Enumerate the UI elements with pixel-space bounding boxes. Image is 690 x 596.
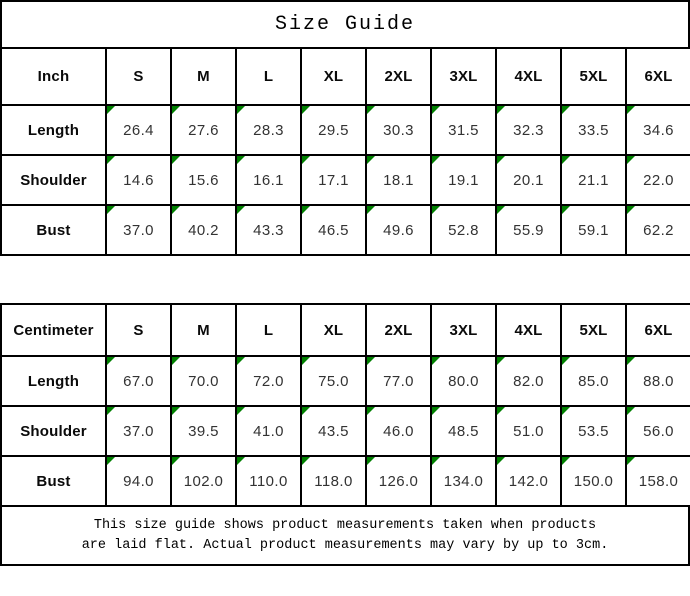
value-cell [106, 356, 171, 406]
unit-label-cell: Centimeter [1, 304, 106, 356]
size-header-cell: XL [301, 48, 366, 105]
centimeter-table [0, 303, 690, 507]
value-text: 150.0 [573, 472, 614, 490]
flag-triangle-icon [237, 106, 245, 114]
value-text: 118.0 [314, 472, 353, 490]
value-text: 53.5 [578, 422, 609, 440]
value-text: 80.0 [448, 372, 479, 390]
size-header-cell: XL [301, 304, 366, 356]
value-cell [626, 406, 690, 456]
value-cell [626, 205, 690, 255]
flag-triangle-icon [562, 206, 570, 214]
size-header-cell: 2XL [366, 48, 431, 105]
flag-triangle-icon [497, 156, 505, 164]
value-text: 31.5 [448, 121, 479, 139]
size-header-cell: L [236, 48, 301, 105]
value-cell [431, 356, 496, 406]
section-gap [0, 256, 690, 303]
value-text: 32.3 [513, 121, 544, 139]
value-text: 14.6 [123, 171, 154, 189]
measurement-row [1, 155, 690, 205]
value-text: 16.1 [253, 171, 284, 189]
flag-triangle-icon [497, 357, 505, 365]
value-cell [301, 406, 366, 456]
size-header-cell: 4XL [496, 48, 561, 105]
flag-triangle-icon [367, 457, 375, 465]
flag-triangle-icon [237, 357, 245, 365]
note-line-1: This size guide shows product measurements taken when products [93, 517, 597, 533]
size-header-row [1, 304, 690, 356]
value-text: 26.4 [123, 121, 154, 139]
value-cell [496, 406, 561, 456]
value-text: 85.0 [578, 372, 609, 390]
value-cell [366, 356, 431, 406]
flag-triangle-icon [172, 357, 180, 365]
size-header-cell: 6XL [626, 48, 690, 105]
value-text: 49.6 [383, 221, 414, 239]
flag-triangle-icon [302, 156, 310, 164]
value-text: 126.0 [378, 472, 419, 490]
value-cell [366, 406, 431, 456]
value-cell [561, 356, 626, 406]
flag-triangle-icon [172, 206, 180, 214]
row-label-cell: Bust [1, 456, 106, 506]
value-cell [496, 356, 561, 406]
flag-triangle-icon [172, 106, 180, 114]
flag-triangle-icon [627, 357, 635, 365]
value-text: 75.0 [318, 372, 349, 390]
value-cell [171, 456, 236, 506]
flag-triangle-icon [562, 357, 570, 365]
value-text: 17.1 [318, 171, 349, 189]
flag-triangle-icon [302, 206, 310, 214]
value-text: 55.9 [513, 221, 544, 239]
flag-triangle-icon [107, 407, 115, 415]
value-cell [236, 356, 301, 406]
flag-triangle-icon [172, 156, 180, 164]
value-cell [431, 205, 496, 255]
value-cell [366, 456, 431, 506]
value-cell [171, 356, 236, 406]
flag-triangle-icon [172, 407, 180, 415]
value-cell [561, 406, 626, 456]
value-cell [171, 406, 236, 456]
value-cell [106, 406, 171, 456]
size-header-cell: S [106, 304, 171, 356]
flag-triangle-icon [432, 407, 440, 415]
value-cell [236, 406, 301, 456]
value-text: 134.0 [443, 472, 484, 490]
value-cell [431, 406, 496, 456]
value-cell [301, 155, 366, 205]
value-text: 51.0 [513, 422, 544, 440]
value-cell [236, 155, 301, 205]
value-cell [171, 105, 236, 155]
flag-triangle-icon [302, 357, 310, 365]
flag-triangle-icon [497, 106, 505, 114]
flag-triangle-icon [367, 357, 375, 365]
flag-triangle-icon [107, 156, 115, 164]
value-text: 19.1 [448, 171, 479, 189]
value-cell [366, 105, 431, 155]
flag-triangle-icon [432, 206, 440, 214]
value-cell [106, 456, 171, 506]
row-label-cell: Shoulder [1, 406, 106, 456]
size-header-cell: M [171, 304, 236, 356]
flag-triangle-icon [562, 407, 570, 415]
flag-triangle-icon [562, 457, 570, 465]
value-cell [106, 105, 171, 155]
row-label-cell: Length [1, 105, 106, 155]
value-cell [171, 205, 236, 255]
value-text: 27.6 [188, 121, 219, 139]
value-text: 37.0 [123, 221, 154, 239]
value-text: 67.0 [123, 372, 154, 390]
value-text: 41.0 [253, 422, 284, 440]
value-text: 30.3 [383, 121, 414, 139]
value-text: 70.0 [188, 372, 219, 390]
value-cell [106, 155, 171, 205]
value-text: 46.5 [318, 221, 349, 239]
value-text: 15.6 [188, 171, 219, 189]
value-text: 72.0 [253, 372, 284, 390]
flag-triangle-icon [237, 156, 245, 164]
value-cell [496, 105, 561, 155]
value-text: 88.0 [643, 372, 674, 390]
flag-triangle-icon [367, 156, 375, 164]
flag-triangle-icon [627, 407, 635, 415]
value-cell [561, 155, 626, 205]
flag-triangle-icon [562, 156, 570, 164]
flag-triangle-icon [172, 457, 180, 465]
flag-triangle-icon [302, 407, 310, 415]
value-cell [366, 155, 431, 205]
value-cell [301, 456, 366, 506]
value-text: 94.0 [123, 472, 154, 490]
value-text: 102.0 [183, 472, 224, 490]
value-text: 20.1 [513, 171, 544, 189]
value-text: 37.0 [123, 422, 154, 440]
size-header-cell: 3XL [431, 304, 496, 356]
measurement-row [1, 205, 690, 255]
flag-triangle-icon [237, 206, 245, 214]
value-cell [301, 205, 366, 255]
value-text: 18.1 [383, 171, 414, 189]
size-header-cell: 3XL [431, 48, 496, 105]
value-cell [561, 105, 626, 155]
value-text: 77.0 [383, 372, 414, 390]
value-cell [431, 155, 496, 205]
flag-triangle-icon [432, 106, 440, 114]
value-cell [626, 155, 690, 205]
measurement-row [1, 105, 690, 155]
value-text: 29.5 [318, 121, 349, 139]
value-text: 62.2 [643, 221, 674, 239]
flag-triangle-icon [367, 106, 375, 114]
value-cell [236, 456, 301, 506]
flag-triangle-icon [627, 206, 635, 214]
value-cell [431, 105, 496, 155]
value-text: 21.1 [578, 171, 609, 189]
value-cell [626, 105, 690, 155]
value-cell [431, 456, 496, 506]
value-cell [366, 205, 431, 255]
value-cell [301, 105, 366, 155]
value-cell [626, 456, 690, 506]
flag-triangle-icon [497, 206, 505, 214]
value-cell [626, 356, 690, 406]
value-text: 22.0 [643, 171, 674, 189]
flag-triangle-icon [432, 357, 440, 365]
value-text: 82.0 [513, 372, 544, 390]
size-header-cell: S [106, 48, 171, 105]
value-cell [561, 456, 626, 506]
row-label-cell: Bust [1, 205, 106, 255]
value-text: 158.0 [638, 472, 679, 490]
size-header-row [1, 48, 690, 105]
measurement-row [1, 356, 690, 406]
flag-triangle-icon [107, 357, 115, 365]
flag-triangle-icon [237, 457, 245, 465]
value-text: 110.0 [249, 472, 288, 490]
flag-triangle-icon [237, 407, 245, 415]
flag-triangle-icon [627, 457, 635, 465]
value-text: 48.5 [448, 422, 479, 440]
row-label-cell: Shoulder [1, 155, 106, 205]
flag-triangle-icon [562, 106, 570, 114]
measurement-row [1, 456, 690, 506]
size-header-cell: 4XL [496, 304, 561, 356]
value-text: 40.2 [188, 221, 219, 239]
value-text: 33.5 [578, 121, 609, 139]
value-text: 43.3 [253, 221, 284, 239]
value-text: 43.5 [318, 422, 349, 440]
flag-triangle-icon [107, 206, 115, 214]
value-text: 52.8 [448, 221, 479, 239]
value-cell [496, 205, 561, 255]
flag-triangle-icon [627, 156, 635, 164]
size-header-cell: 6XL [626, 304, 690, 356]
value-cell [561, 205, 626, 255]
value-text: 46.0 [383, 422, 414, 440]
measurement-row [1, 406, 690, 456]
flag-triangle-icon [627, 106, 635, 114]
value-text: 142.0 [508, 472, 549, 490]
size-header-cell: 2XL [366, 304, 431, 356]
flag-triangle-icon [107, 457, 115, 465]
inch-table [0, 47, 690, 256]
value-cell [171, 155, 236, 205]
value-cell [496, 456, 561, 506]
flag-triangle-icon [367, 407, 375, 415]
flag-triangle-icon [302, 106, 310, 114]
flag-triangle-icon [107, 106, 115, 114]
row-label-cell: Length [1, 356, 106, 406]
value-text: 59.1 [578, 221, 609, 239]
unit-label-cell: Inch [1, 48, 106, 105]
value-text: 34.6 [643, 121, 674, 139]
size-header-cell: L [236, 304, 301, 356]
size-header-cell: 5XL [561, 48, 626, 105]
flag-triangle-icon [432, 457, 440, 465]
flag-triangle-icon [497, 407, 505, 415]
value-cell [236, 105, 301, 155]
flag-triangle-icon [302, 457, 310, 465]
value-text: 56.0 [643, 422, 674, 440]
flag-triangle-icon [497, 457, 505, 465]
value-text: 39.5 [188, 422, 219, 440]
value-cell [301, 356, 366, 406]
value-cell [496, 155, 561, 205]
flag-triangle-icon [432, 156, 440, 164]
measurement-note [0, 507, 690, 566]
size-header-cell: M [171, 48, 236, 105]
value-cell [236, 205, 301, 255]
note-line-2: are laid flat. Actual product measurements may vary by up to 3cm. [81, 537, 609, 553]
flag-triangle-icon [367, 206, 375, 214]
page-title: Size Guide [0, 0, 690, 47]
value-text: 28.3 [253, 121, 284, 139]
size-header-cell: 5XL [561, 304, 626, 356]
value-cell [106, 205, 171, 255]
